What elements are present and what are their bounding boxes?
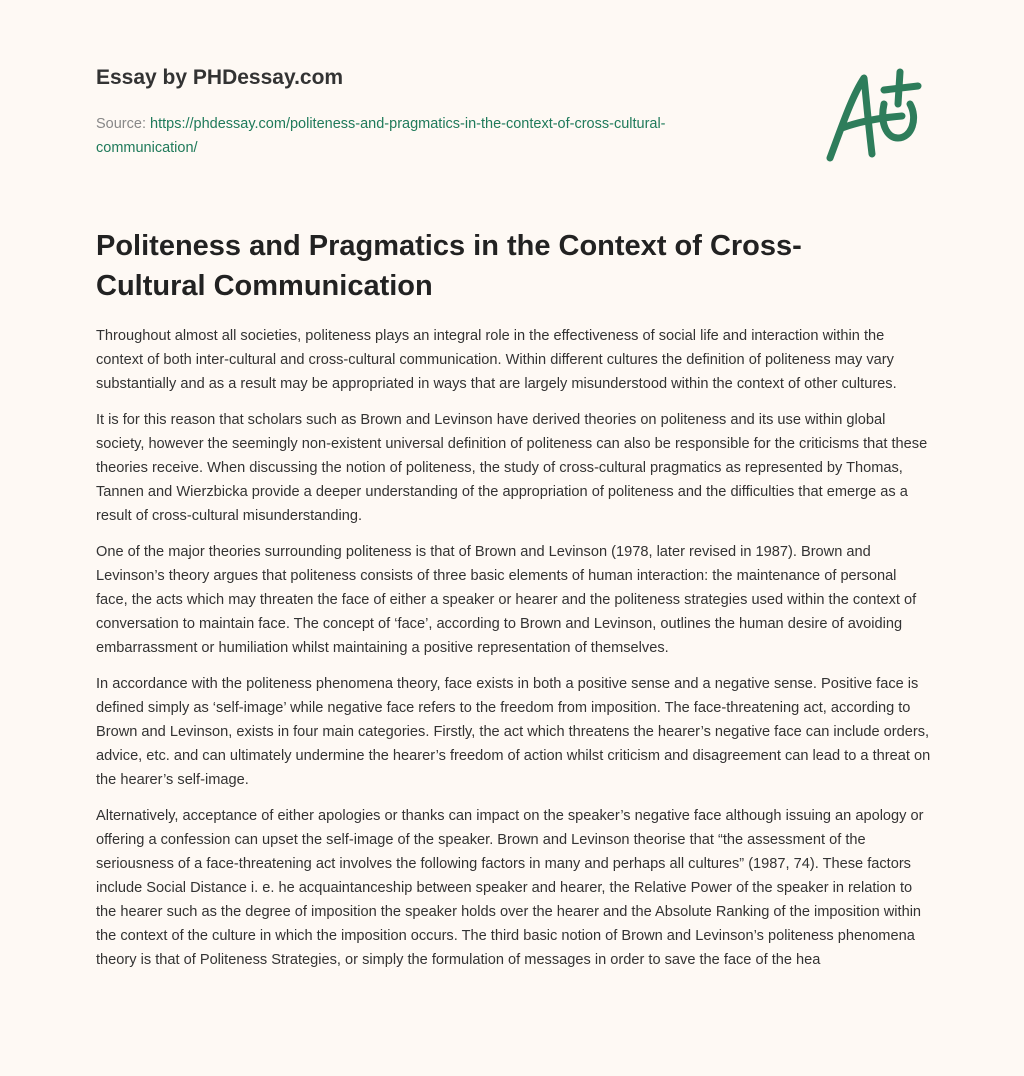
site-brand: Essay by PHDessay.com [96, 66, 344, 89]
a-plus-logo-icon [820, 66, 930, 166]
paragraph: In accordance with the politeness phenomena theory, face exists in both a positive sense and a negative sense. Positive face is defined simply as ‘self-image’ while negative face refers to the freedom from imposition. The face-threatening act, according to Brown and Levinson, exists in four main categories. Firstly, the act which threatens the hearer’s negative face can include orders, advice, etc. and can ultimately undermine the hearer’s freedom of action whilst criticism and disagreement can lead to a threat on the hearer’s self-image. [96, 676, 931, 788]
paragraph: One of the major theories surrounding politeness is that of Brown and Levinson (1978, later revised in 1987). Brown and Levinson’s theory argues that politeness consists of three basic elements of human interaction: the maintenance of personal face, the acts which may threaten the face of either a speaker or hearer and the politeness strategies used within the context of conversation to maintain face. The concept of ‘face’, according to Brown and Levinson, outlines the human desire of avoiding embarrassment or humiliation whilst maintaining a positive representation of themselves. [96, 544, 917, 656]
article-body [96, 324, 932, 984]
source-line [96, 112, 736, 160]
source-label: Source: [96, 116, 146, 132]
paragraph: It is for this reason that scholars such as Brown and Levinson have derived theories on politeness and its use within global society, however the seemingly non-existent universal definition of politeness can also be responsible for the criticisms that these theories receive. When discussing the notion of politeness, the study of cross-cultural pragmatics as represented by Thomas, Tannen and Wierzbicka provide a deeper understanding of the appropriation of politeness and the difficulties that emerge as a result of cross-cultural misunderstanding. [96, 412, 928, 524]
paragraph: Alternatively, acceptance of either apologies or thanks can impact on the speaker’s negative face although issuing an apology or offering a confession can upset the self-image of the speaker. Brown and Levinson theorise that “the assessment of the seriousness of a face-threatening act involves the following factors in many and perhaps all cultures” (1987, 74). These factors include Social Distance i. e. he acquaintanceship between speaker and hearer, the Relative Power of the speaker in relation to the hearer such as the degree of imposition the speaker holds over the hearer and the Absolute Ranking of the imposition within the context of the culture in which the imposition occurs. The third basic notion of Brown and Levinson’s politeness phenomena theory is that of Politeness Strategies, or simply the formulation of messages in order to save the face of the hea [96, 808, 924, 968]
paragraph: Throughout almost all societies, politeness plays an integral role in the effectiveness of social life and interaction within the context of both inter-cultural and cross-cultural communication. Within different cultures the definition of politeness may vary substantially and as a result may be appropriated in ways that are largely misunderstood within the context of other cultures. [96, 328, 897, 392]
source-link[interactable]: https://phdessay.com/politeness-and-pragmatics-in-the-context-of-cross-cultural-communication/ [96, 116, 666, 156]
article-title: Politeness and Pragmatics in the Context of Cross-Cultural Communication [96, 230, 802, 302]
